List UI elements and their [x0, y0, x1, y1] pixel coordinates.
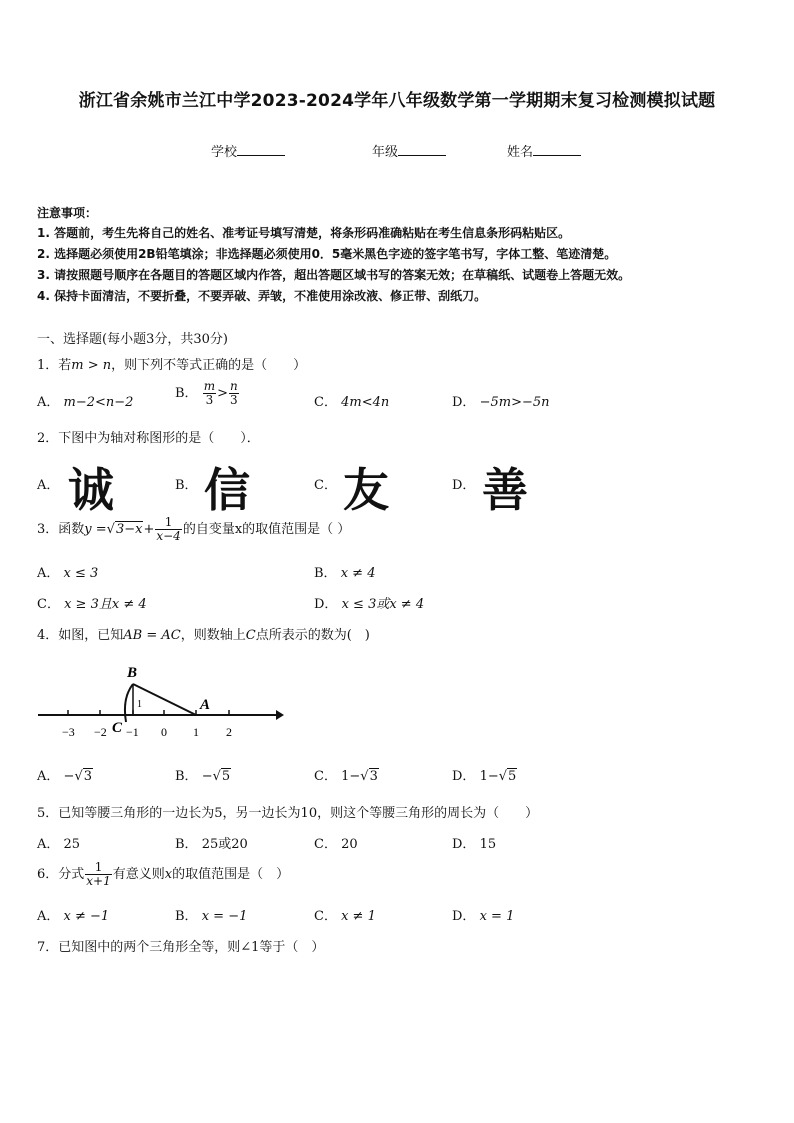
notice-item: 3. 请按照题号顺序在各题目的答题区域内作答，超出答题区域书写的答案无效；在草稿纸、试题卷上答题无效。 [37, 268, 631, 282]
q1-option-c[interactable]: C． 4m<4n [314, 395, 390, 410]
q4-option-c[interactable]: C． 1−√3 [314, 769, 378, 784]
question-5: 5．已知等腰三角形的一边长为5，另一边长为10，则这个等腰三角形的周长为（ ） [37, 806, 539, 821]
section-heading: 一、选择题(每小题3分，共30分) [37, 332, 228, 347]
q2-option-c-char: 友 [343, 463, 389, 517]
tick-label: 0 [161, 725, 167, 739]
tick-label: −2 [94, 725, 107, 739]
q5-option-a[interactable]: A． 25 [37, 837, 81, 852]
q6-option-d[interactable]: D． x = 1 [452, 909, 515, 924]
q2-option-a-char: 诚 [68, 463, 114, 517]
question-2: 2．下图中为轴对称图形的是（ ）． [37, 431, 260, 446]
question-7: 7．已知图中的两个三角形全等，则∠1等于（ ） [37, 940, 325, 955]
q5-option-c[interactable]: C． 20 [314, 837, 358, 852]
q2-option-a-label[interactable]: A． [37, 478, 60, 493]
tick-label: −1 [126, 725, 139, 739]
q1-option-a[interactable]: A． m−2<n−2 [37, 395, 134, 410]
q4-option-b[interactable]: B． −√5 [175, 769, 231, 784]
question-4: 4．如图，已知AB = AC，则数轴上C点所表示的数为( ) [37, 628, 370, 643]
q4-option-d[interactable]: D． 1−√5 [452, 769, 517, 784]
point-b-label: B [127, 665, 138, 681]
point-c-label: C [112, 720, 123, 736]
notice-item: 1. 答题前，考生先将自己的姓名、准考证号填写清楚，将条形码准确粘贴在考生信息条形码粘贴区。 [37, 226, 571, 240]
question-3: 3．函数y =√3−x+ $\frac{1}{x-4}$ 的自变量x的取值范围是（ ） [37, 515, 351, 543]
q3-option-c[interactable]: C． x ≥ 3且x ≠ 4 [37, 597, 147, 612]
q5-option-d[interactable]: D． 15 [452, 837, 497, 852]
q6-option-b[interactable]: B． x = −1 [175, 909, 248, 924]
q1-option-d[interactable]: D． −5m>−5n [452, 395, 550, 410]
q6-option-a[interactable]: A． x ≠ −1 [37, 909, 110, 924]
name-field[interactable]: 姓名 [507, 141, 581, 160]
tick-label: 1 [193, 725, 199, 739]
notice-heading: 注意事项： [37, 206, 98, 220]
page-title: 浙江省余姚市兰江中学2023-2024学年八年级数学第一学期期末复习检测模拟试题 [78, 91, 716, 111]
notice-item: 4. 保持卡面清洁，不要折叠，不要弄破、弄皱，不准使用涂改液、修正带、刮纸刀。 [37, 289, 487, 303]
q2-option-d-label[interactable]: D． [452, 478, 476, 493]
question-6: 6．分式 $\frac{1}{x+1}$ 有意义则x的取值范围是（ ） [37, 860, 290, 888]
q2-option-c-label[interactable]: C． [314, 478, 337, 493]
q1-option-b[interactable]: B． $\frac{m}{3}$ > $\frac{n}{3}$ [175, 379, 238, 407]
q4-option-a[interactable]: A． −√3 [37, 769, 93, 784]
q2-option-b-label[interactable]: B． [175, 478, 198, 493]
point-a-label: A [200, 697, 211, 713]
q3-option-d[interactable]: D． x ≤ 3或x ≠ 4 [314, 597, 425, 612]
q3-option-a[interactable]: A． x ≤ 3 [37, 566, 99, 581]
school-field[interactable]: 学校 [211, 141, 285, 160]
notice-item: 2. 选择题必须使用2B铅笔填涂；非选择题必须使用0．5毫米黑色字迹的签字笔书写，字体工整、笔迹清楚。 [37, 247, 617, 261]
tick-label: 2 [226, 725, 232, 739]
grade-field[interactable]: 年级 [372, 141, 446, 160]
q3-option-b[interactable]: B． x ≠ 4 [314, 566, 376, 581]
question-1: 1．若m > n，则下列不等式正确的是（ ） [37, 358, 307, 373]
q6-option-c[interactable]: C． x ≠ 1 [314, 909, 376, 924]
height-label: 1 [137, 699, 142, 710]
q5-option-b[interactable]: B． 25或20 [175, 837, 248, 852]
q2-option-b-char: 信 [204, 463, 250, 517]
number-line-figure [36, 658, 286, 742]
q2-option-d-char: 善 [482, 463, 528, 517]
tick-label: −3 [62, 725, 75, 739]
